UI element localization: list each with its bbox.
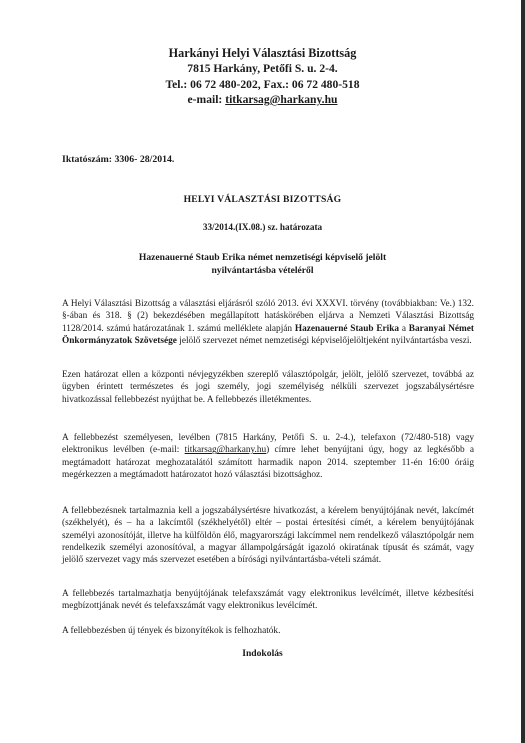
subject-line: nyilvántartásba vételéről [211,265,314,276]
candidate-name: Hazenauerné Staub Erika [294,323,400,334]
email-label: e-mail: [187,93,226,107]
committee-title: HELYI VÁLASZTÁSI BIZOTTSÁG [183,194,342,205]
text-segment: ) címre lehet benyújtani úgy, hogy az legkésőbb a megtámadott határozat meghozatalától számított harmadik napon 2014. szeptember 11-én 16:00 óráig megérkezzen a megtámadott határozatot hozó választási bizottsághoz. [62,445,474,480]
paragraph-appeal-submission [62,432,474,481]
nominating-organization: Baranyai Német Önkormányzatok Szövetsége [62,323,475,346]
paragraph-appeal-contents: A fellebbezésnek tartalmaznia kell a jogszabálysértésre hivatkozást, a kérelem benyújtójának nevét, lakcímét (székhelyét), és – ha a lakcímtől (székhelyétől) eltér – postai értesítési címét, a kérelem benyújtójának személyi azonosítóját, illetve ha külföldön élő, magyarországi lakcímmel nem rendelkező választópolgár nem rendelkezik személyi azonosítóval, a magyar állampolgárságát igazoló okiratának típusát és számát, vagy jelölő szervezet vagy más szervezet esetében a bírósági nyilvántartásba-vételi számát. [62,506,474,566]
resolution-number: 33/2014.(IX.08.) sz. határozata [202,222,323,232]
paragraph-appeal-right: Ezen határozat ellen a központi névjegyzékben szereplő választópolgár, jelölt, jelölő szervezet, továbbá az ügyben érintett természetes és jogi személy, jogi személyiség nélküli szervezet jogszabálysértésre hivatkozással fellebbezést nyújthat be. A fellebbezés illetékmentes. [62,370,474,405]
reference-number: Iktatószám: 3306- 28/2014. [62,154,175,165]
text-segment: jelölő szervezet német nemzetiségi képviselőjelöltjeként nyilvántartásba veszi. [176,335,472,346]
organization-name: Harkányi Helyi Választási Bizottság [168,46,357,60]
email-link[interactable]: titkarsag@harkany.hu [184,445,267,456]
text-segment: A Helyi Választási Bizottság a választási eljárásról szóló 2013. évi XXXVI. törvény (továbbiakban: Ve.) 132. §-ában és 318. § (2) bekezdésében megállapított hatáskörében eljárva a Nemzeti Választási Bizottság 1128/2014. számú határozatának 1. számú melléklete alapján [62,299,474,334]
paragraph-decision [62,298,474,347]
scan-edge [521,0,525,743]
email-line [0,92,525,107]
paragraph-new-evidence: A fellebbezésben új tények és bizonyítékok is felhozhatók. [62,626,281,636]
section-heading: Indokolás [242,648,283,659]
phone-fax: Tel.: 06 72 480-202, Fax.: 06 72 480-518 [165,77,360,91]
letterhead [0,46,525,108]
organization-address: 7815 Harkány, Petőfi S. u. 2-4. [187,62,338,76]
text-segment: A fellebbezést személyesen, levélben (7815 Harkány, Petőfi S. u. 2-4.), telefaxon (72/480-518) vagy elektronikus levélben (e-mail: [62,433,474,456]
subject-line: Hazenauerné Staub Erika német nemzetiségi képviselő jelölt [138,252,387,263]
email-link[interactable]: titkarsag@harkany.hu [225,93,338,107]
resolution-subject [0,251,525,277]
text-segment: a [399,323,409,334]
paragraph-appeal-optional: A fellebbezés tartalmazhatja benyújtójának telefaxszámát vagy elektronikus levélcímét, illetve kézbesítési megbízottjának nevét és telefaxszámát vagy elektronikus levélcímét. [62,589,474,612]
